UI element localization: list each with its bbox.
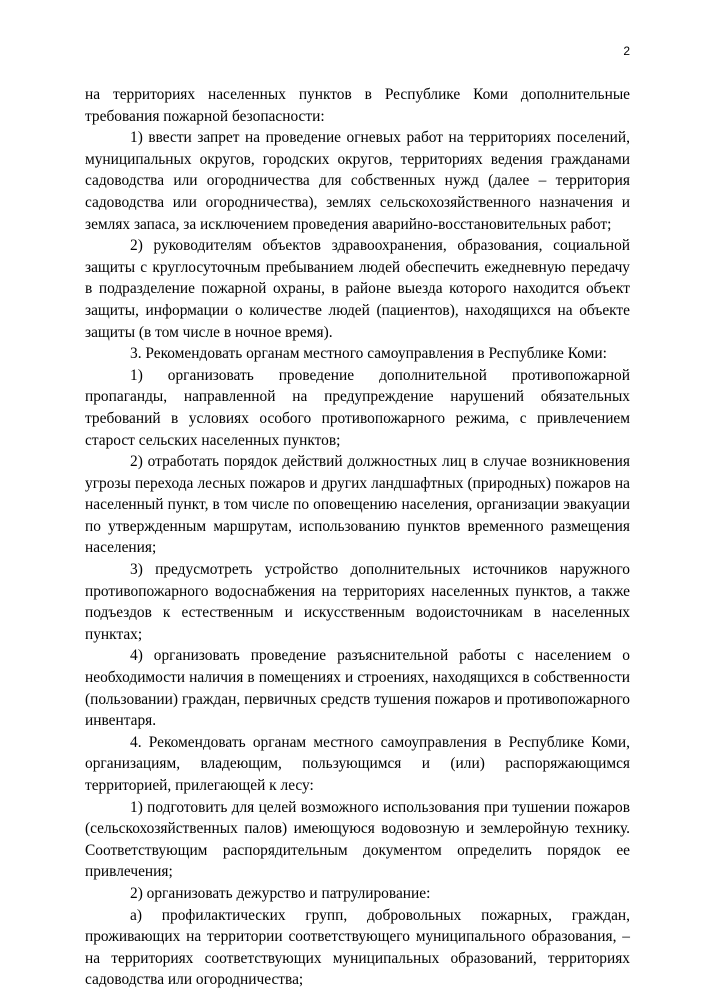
- paragraph-section-3: 3. Рекомендовать органам местного самоуправления в Республике Коми:: [130, 345, 607, 363]
- paragraph-section-3-item-4: 4) организовать проведение разъяснительной работы с населением о необходимости наличия в помещениях и строениях, находящихся в собственности (пользовании) граждан, первичных средств тушения пожаров и противопожарного инвентаря.: [85, 647, 630, 730]
- paragraph-section-3-item-1: 1) организовать проведение дополнительной противопожарной пропаганды, направленной на предупреждение нарушений обязательных требований в условиях особого противопожарного режима, с привлечением старост сельских населенных пунктов;: [85, 366, 630, 449]
- paragraph-section-3-item-2: 2) отработать порядок действий должностных лиц в случае возникновения угрозы перехода лесных пожаров и других ландшафтных (природных) пожаров на населенный пункт, в том числе по оповещению населения, организации эвакуации по утвержденным маршрутам, использованию пунктов временного размещения населения;: [85, 453, 630, 557]
- paragraph-item-2-facility-reports: 2) руководителям объектов здравоохранения, образования, социальной защиты с круглосуточным пребыванием людей обеспечить ежедневную передачу в подразделение пожарной охраны, в районе выезда которого находится объект защиты, информации о количестве людей (пациентов), находящихся на объекте защиты (в том числе в ночное время).: [85, 237, 630, 341]
- paragraph-section-4-item-1: 1) подготовить для целей возможного использования при тушении пожаров (сельскохозяйственных палов) имеющуюся водовозную и землеройную технику. Соответствующим распорядительным документом определить порядок ее привлечения;: [85, 798, 630, 881]
- paragraph-section-3-item-3: 3) предусмотреть устройство дополнительных источников наружного противопожарного водоснабжения на территориях населенных пунктов, а также подъездов к естественным и искусственным водоисточникам в населенных пунктах;: [85, 561, 630, 643]
- page-number: 2: [623, 44, 630, 58]
- paragraph-section-4-item-2: 2) организовать дежурство и патрулирование:: [130, 884, 431, 902]
- paragraph-section-4-item-2a: а) профилактических групп, добровольных пожарных, граждан, проживающих на территории соответствующего муниципального образования, – на территориях соответствующих муниципальных образований, территориях садоводства или огородничества;: [85, 906, 630, 989]
- paragraph-section-4: 4. Рекомендовать органам местного самоуправления в Республике Коми, организациям, владеющим, пользующимся и (или) распоряжающимся территорией, прилегающей к лесу:: [85, 733, 630, 794]
- paragraph-item-1-ban-fire-works: 1) ввести запрет на проведение огневых работ на территориях поселений, муниципальных округов, городских округов, территориях ведения гражданами садоводства или огородничества для собственных нужд (далее – территория садоводства или огородничества), землях сельскохозяйственного назначения и землях запаса, за исключением проведения аварийно-восстановительных работ;: [85, 129, 630, 233]
- document-body: [85, 84, 630, 991]
- paragraph-intro: на территориях населенных пунктов в Республике Коми дополнительные требования пожарной безопасности:: [85, 86, 630, 125]
